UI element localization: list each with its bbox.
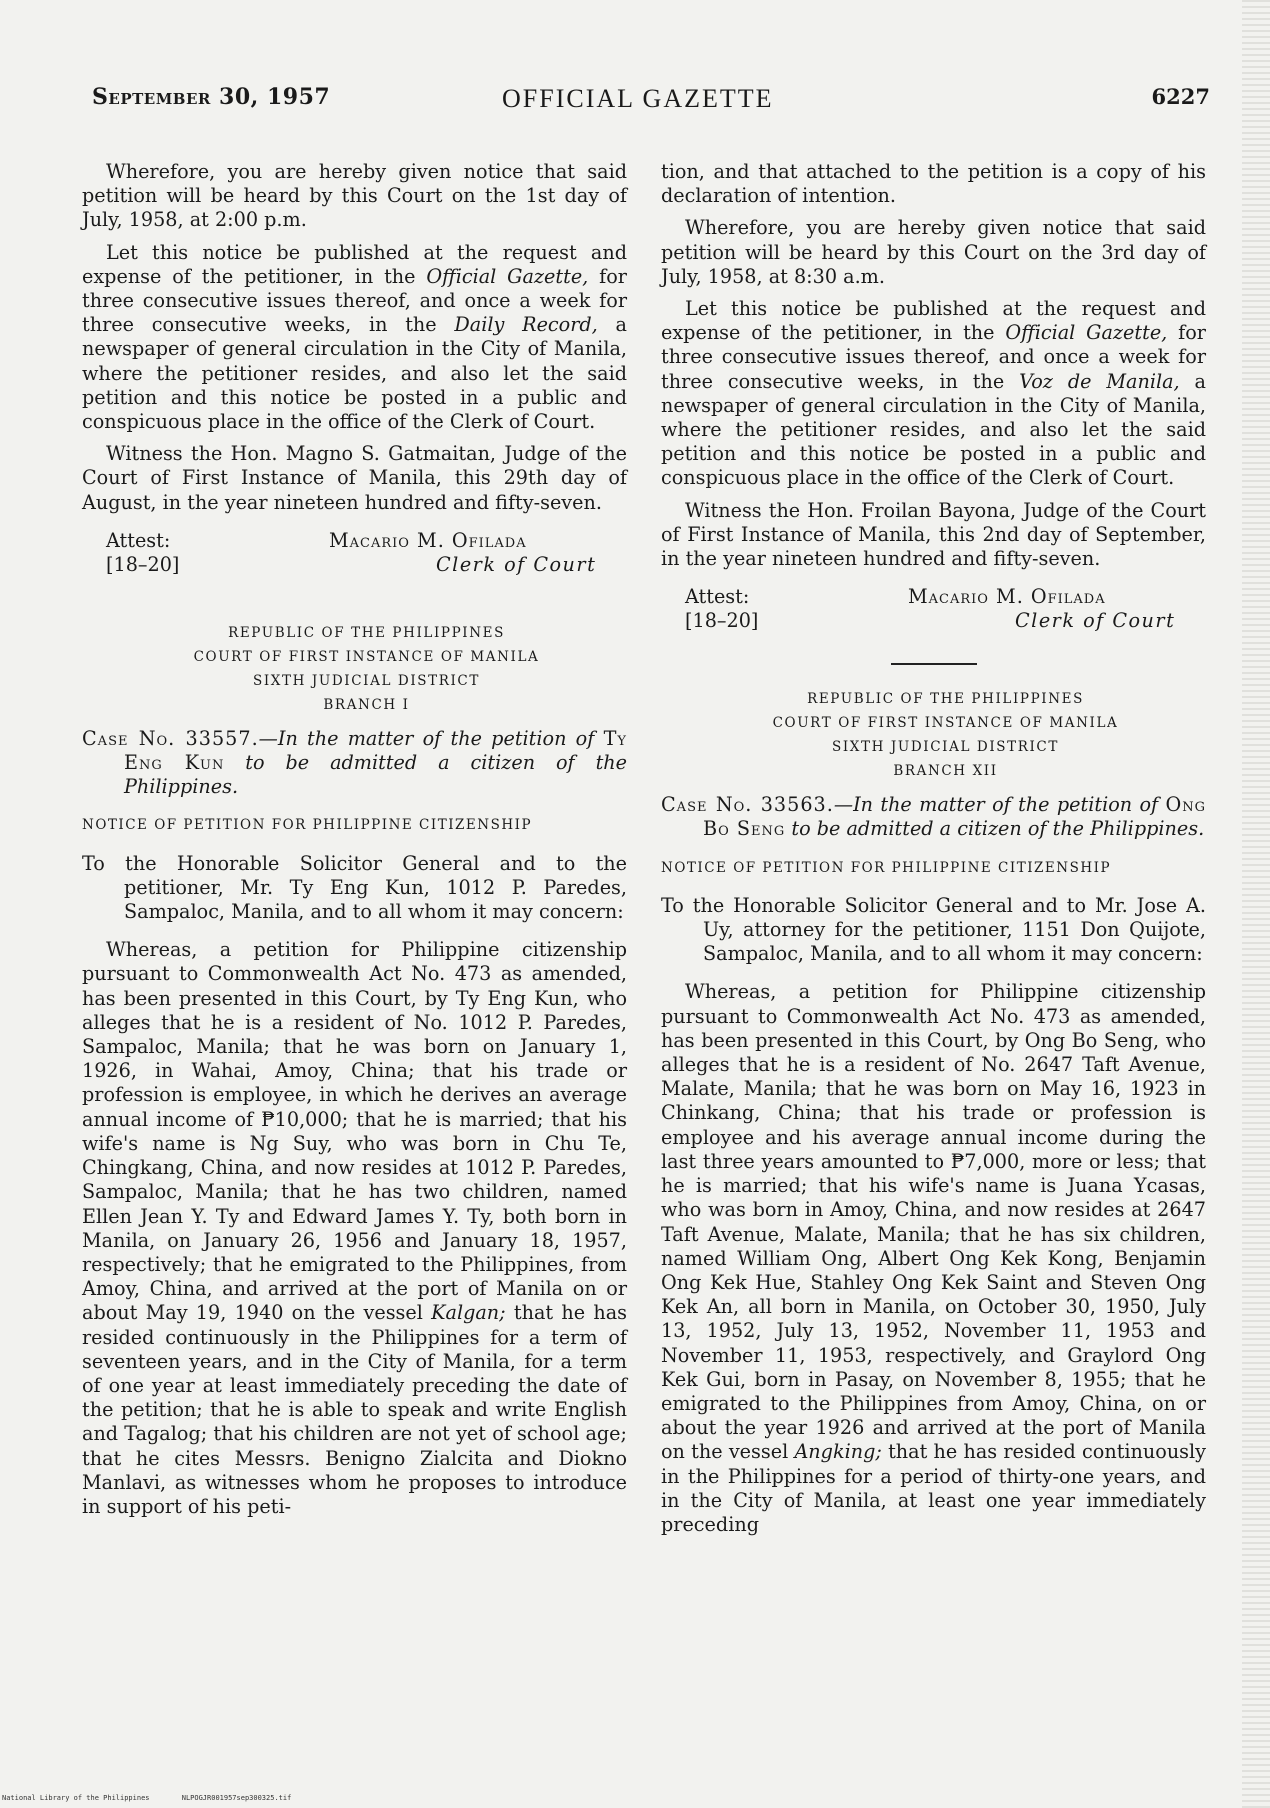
newspaper-name: Daily Record, — [454, 313, 598, 337]
gazette-name: Official Gazette, — [426, 264, 589, 288]
caption-line: REPUBLIC OF THE PHILIPPINES — [228, 624, 505, 641]
attest-ref: [18–20] — [685, 609, 759, 633]
text-run: Whereas, a petition for Philippine citizenship pursuant to Commonwealth Act No. 473 as amended, has been presented in this Court, by Ong Bo Seng, who alleges that he is a resident of No. 2647 Taft Avenue, Malate, Manila; that he was born on May 16, 1923 in Chinkang, China; that his trade or profession is employee and his average annual income during the last three years amounted to ₱7,000, more or less; that he is married; that his wife's name is Juana Ycasas, who was born in Amoy, China, and now resides at 2647 Taft Avenue, Malate, Manila; that he has six children, named William Ong, Albert Ong Kek Kong, Benjamin Ong Kek Hue, Stahley Ong Kek Saint and Steven Ong Kek An, all born in Manila, on October 30, 1950, July 13, 1952, July 13, 1952, November 11, 1953 and November 11, 1953, respectively, and Graylord Ong Kek Gui, born in Pasay, on November 8, 1955; that he emigrated to the Philippines from Amoy, China, on or about the year 1926 and arrived at the port of Manila on the vessel — [661, 980, 1206, 1464]
left-whereas-paragraph — [82, 938, 627, 1519]
right-publish-paragraph — [661, 297, 1206, 491]
newspaper-name: Voz de Manila, — [1019, 369, 1180, 393]
text-run: a newspaper of general circulation in the City of Manila, where the petitioner resides, and also let the said petition and this notice be posted in a public and conspicuous place in the office of the Clerk of Court. — [661, 369, 1206, 490]
issue-date: September 30, 1957 — [92, 84, 331, 110]
right-continuation-paragraph: tion, and that attached to the petition is a copy of his declaration of intention. — [661, 160, 1206, 208]
right-case-title — [661, 793, 1206, 841]
right-notice-title: NOTICE OF PETITION FOR PHILIPPINE CITIZENSHIP — [661, 859, 1112, 876]
text-run: Let this notice be published at the request and expense of the petitioner, in the — [661, 297, 1206, 345]
text-run: —In the matter of the petition of — [258, 726, 604, 750]
caption-line: SIXTH JUDICIAL DISTRICT — [832, 739, 1059, 756]
caption-line: BRANCH XII — [893, 763, 998, 780]
page-header — [92, 84, 1210, 124]
clerk-title: Clerk of Court — [1015, 609, 1176, 633]
library-credit: National Library of the Philippines — [2, 1794, 150, 1802]
left-column — [82, 160, 627, 1527]
attest-label: Attest: — [106, 528, 171, 552]
clerk-title: Clerk of Court — [436, 552, 597, 576]
caption-line: REPUBLIC OF THE PHILIPPINES — [807, 691, 1084, 708]
left-notice-title: NOTICE OF PETITION FOR PHILIPPINE CITIZENSHIP — [82, 817, 533, 834]
left-witness-paragraph: Witness the Hon. Magno S. Gatmaitan, Judge of the Court of First Instance of Manila, this 29th day of August, in the year nineteen hundred and fifty-seven. — [82, 442, 627, 514]
right-attest-block — [661, 585, 1206, 639]
caption-line: SIXTH JUDICIAL DISTRICT — [253, 672, 480, 689]
left-case-title — [82, 727, 627, 800]
right-witness-paragraph: Witness the Hon. Froilan Bayona, Judge of the Court of First Instance of Manila, this 2nd day of September, in the year nineteen hundred and fifty-seven. — [661, 498, 1206, 571]
page-number: 6227 — [1151, 84, 1210, 109]
caption-line: COURT OF FIRST INSTANCE OF MANILA — [193, 648, 540, 665]
scan-edge-noise — [1242, 0, 1270, 1808]
right-whereas-paragraph — [661, 980, 1206, 1537]
scan-footer — [2, 1794, 319, 1802]
caption-line: COURT OF FIRST INSTANCE OF MANILA — [772, 715, 1119, 732]
left-wherefore-paragraph: Wherefore, you are hereby given notice that said petition will be heard by this Court on the 1st day of July, 1958, at 2:00 p.m. — [82, 160, 627, 232]
text-run: to be admitted a citizen of the Philippines. — [124, 751, 628, 799]
case-number: Case No. 33557. — [82, 726, 259, 750]
attest-ref: [18–20] — [106, 552, 180, 576]
vessel-name: Kalgan; — [431, 1301, 506, 1325]
text-run: a newspaper of general circulation in the City of Manila, where the petitioner resides, and also let the said petition and this notice be posted in a public and conspicuous place in the office of the Clerk of Court. — [82, 313, 627, 434]
right-case-caption — [661, 687, 1206, 783]
left-attest-block — [82, 529, 627, 583]
clerk-name: Macario M. Ofilada — [908, 585, 1106, 609]
right-column — [661, 160, 1206, 1545]
clerk-name: Macario M. Ofilada — [329, 528, 527, 552]
text-run: Let this notice be published at the request and expense of the petitioner, in the — [82, 240, 627, 288]
right-to-paragraph: To the Honorable Solicitor General and to Mr. Jose A. Uy, attorney for the petitioner, 1151 Don Quijote, Sampaloc, Manila, and to all whom it may concern: — [661, 893, 1206, 966]
gazette-name: Official Gazette, — [1005, 321, 1168, 345]
text-run: —In the matter of the petition of — [833, 793, 1166, 817]
attest-label: Attest: — [685, 585, 750, 609]
caption-line: BRANCH I — [323, 696, 410, 713]
text-run: that he has resided continuously in the Philippines for a term of seventeen years, and in the City of Manila, for a term of one year at least immediately preceding the date of the petition; that he is able to speak and write English and Tagalog; that his children are not yet of school age; that he cites Messrs. Benigno Zialcita and Diokno Manlavi, as witnesses whom he proposes to introduce in support of his peti- — [82, 1301, 628, 1518]
scan-filename: NLPOGJR001957sep300325.tif — [181, 1794, 292, 1802]
publication-title: OFFICIAL GAZETTE — [502, 84, 774, 113]
section-divider — [891, 663, 977, 665]
text-run: Whereas, a petition for Philippine citizenship pursuant to Commonwealth Act No. 473 as amended, has been presented in this Court, by Ty Eng Kun, who alleges that he is a resident of No. 1012 P. Paredes, Sampaloc, Manila; that he was born on January 1, 1926, in Wahai, Amoy, China; that his trade or profession is employee, in which he derives an average annual income of ₱10,000; that he is married; that his wife's name is Ng Suy, who was born in Chu Te, Chingkang, China, and now resides at 1012 P. Paredes, Sampaloc, Manila; that he has two children, named Ellen Jean Y. Ty and Edward James Y. Ty, both born in Manila, on January 26, 1956 and January 18, 1957, respectively; that he emigrated to the Philippines, from Amoy, China, and arrived at the port of Manila on or about May 19, 1940 on the vessel — [82, 938, 627, 1325]
petitioner-name: Ong Bo Seng — [703, 793, 1206, 841]
text-run: that he has resided continuously in the Philippines for a period of thirty-one years, and in the City of Manila, at least one year immediately preceding — [661, 1440, 1207, 1536]
text-run: to be admitted a citizen of the Philippines. — [785, 817, 1205, 841]
case-number: Case No. 33563. — [661, 793, 834, 817]
petitioner-name: Ty Eng Kun — [124, 726, 627, 775]
left-to-paragraph: To the Honorable Solicitor General and to the petitioner, Mr. Ty Eng Kun, 1012 P. Paredes, Sampaloc, Manila, and to all whom it may concern: — [82, 851, 627, 924]
right-wherefore-paragraph: Wherefore, you are hereby given notice that said petition will be heard by this Court on the 3rd day of July, 1958, at 8:30 a.m. — [661, 216, 1206, 288]
left-case-caption — [82, 621, 627, 717]
vessel-name: Angking; — [794, 1440, 882, 1464]
left-publish-paragraph — [82, 241, 627, 435]
text-run: for three consecutive issues thereof, and once a week for three consecutive weeks, in the — [82, 264, 627, 337]
text-run: for three consecutive issues thereof, and once a week for three consecutive weeks, in the — [661, 321, 1206, 393]
